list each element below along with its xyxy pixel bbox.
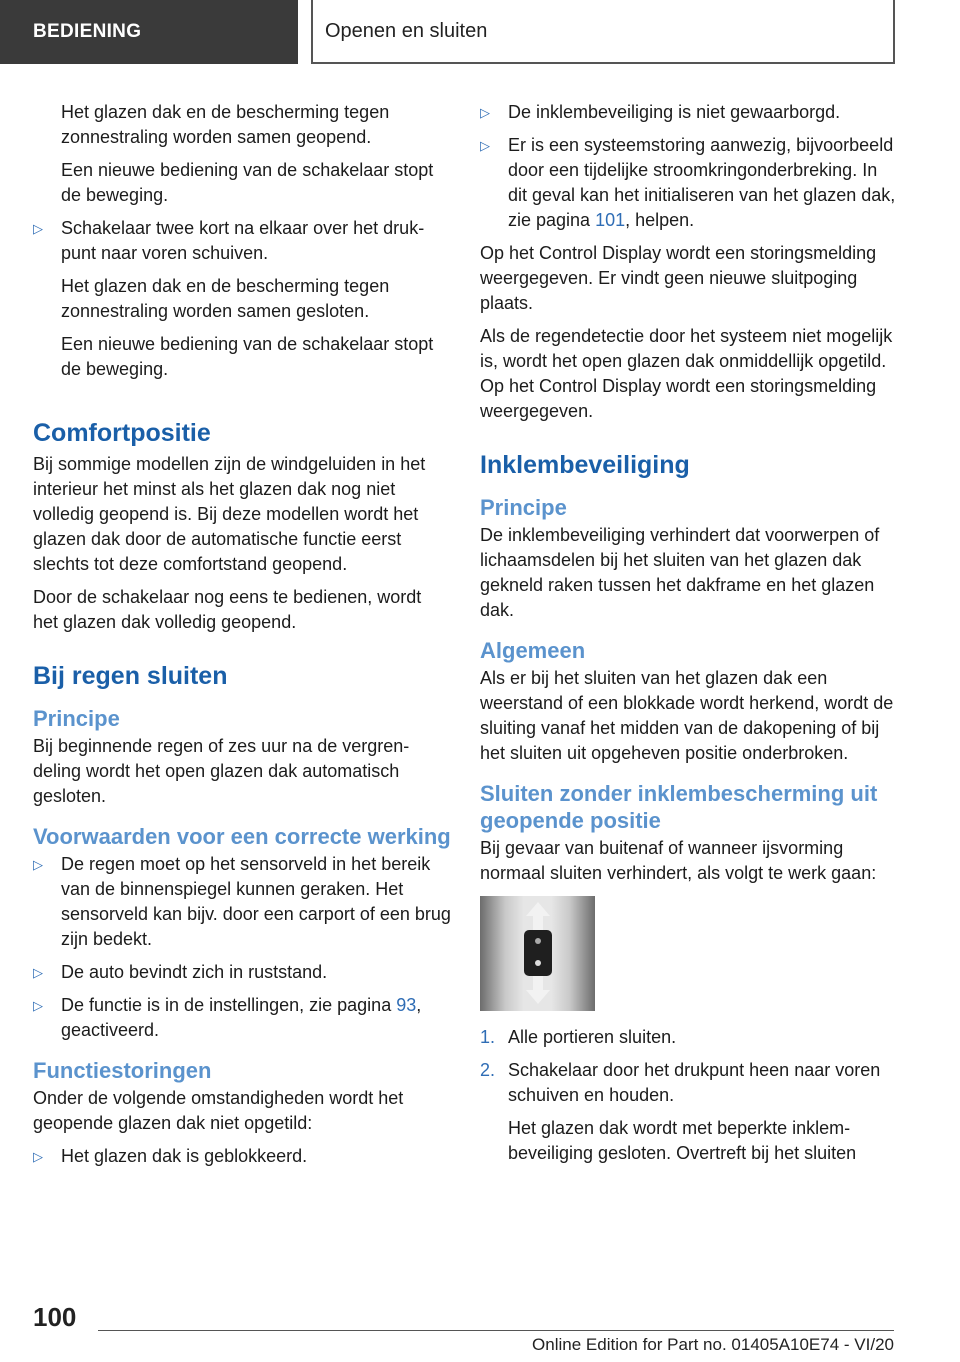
general-paragraph: Als er bij het sluiten van het glazen dak een weerstand of een blokkade wordt herkend, wordt de sluiting vanaf het midden van de dakopening of bij het sluiten uit opgeheven positie onderbroken. xyxy=(480,668,894,763)
close-without-paragraph: Bij gevaar van buitenaf of wanneer ijsvorming normaal sluiten verhindert, als volgt te werk gaan: xyxy=(480,838,877,883)
list-item-text: Schakelaar door het drukpunt heen naar voren schuiven en houden. xyxy=(508,1060,881,1105)
roof-switch-icon xyxy=(524,930,552,976)
close-paragraph-2: Een nieuwe bediening van de schakelaar stopt de beweging. xyxy=(61,334,434,379)
list-item-text: Het glazen dak is geblokkeerd. xyxy=(61,1146,308,1166)
list-item-text: De functie is in de instellingen, zie pagina xyxy=(61,995,397,1015)
subheading-algemeen: Algemeen xyxy=(480,638,586,663)
subheading-functiestoringen: Functiestoringen xyxy=(33,1058,212,1083)
subheading-sluiten-zonder-inklembescherming: Sluiten zonder inklembescherming uit geopende positie xyxy=(480,781,878,833)
chapter-title: Openen en sluiten xyxy=(325,19,488,42)
list-item-text: Er is een systeemstoring aanwezig, bijvoorbeeld door een tijdelijke stroomkringonderbreking. In dit geval kan het initialiseren van het glazen dak, zie pagina xyxy=(508,135,896,230)
faults-paragraph: Onder de volgende omstandigheden wordt het geopende glazen dak niet opgetild: xyxy=(33,1088,404,1133)
list-item xyxy=(33,993,451,1043)
list-item-text: De auto bevindt zich in ruststand. xyxy=(61,962,328,982)
message-paragraph-1: Op het Control Display wordt een storingsmelding weergegeven. Er vindt geen nieuwe sluitpoging plaats. xyxy=(480,243,877,313)
list-item-text: Schakelaar twee kort na elkaar over het drukpunt naar voren schuiven. xyxy=(61,218,425,263)
left-column xyxy=(33,100,451,1177)
heading-bij-regen-sluiten: Bij regen sluiten xyxy=(33,662,228,690)
list-item xyxy=(480,133,898,233)
subheading-principe: Principe xyxy=(480,495,567,520)
right-column xyxy=(480,100,898,1174)
intro-paragraph-1: Het glazen dak en de bescherming tegen zonnestraling worden samen geopend. xyxy=(61,102,390,147)
footer-divider xyxy=(98,1330,894,1331)
list-item-text: Alle portieren sluiten. xyxy=(508,1027,677,1047)
list-item-text-suffix: , helpen. xyxy=(625,210,695,230)
heading-comfortpositie: Comfortpositie xyxy=(33,419,211,447)
list-item-text-suffix: , xyxy=(416,995,422,1015)
switch-illustration xyxy=(480,896,595,1011)
page-link-101[interactable]: 101 xyxy=(595,210,626,230)
subheading-voorwaarden: Voorwaarden voor een correcte werking xyxy=(33,824,451,849)
list-item xyxy=(480,1058,898,1108)
list-item-text: De regen moet op het sensorveld in het bereik van de binnenspiegel kunnen geraken. Het sensorveld kan bijv. door een carport of een brug zijn bedekt. xyxy=(61,854,451,949)
arrow-up-icon xyxy=(526,902,550,916)
page-link-93[interactable]: 93 xyxy=(396,995,417,1015)
list-item xyxy=(33,216,451,266)
section-header xyxy=(0,0,298,64)
triangle-bullet-icon: ▷ xyxy=(480,138,490,153)
section-title: BEDIENING xyxy=(33,21,142,42)
heading-inklembeveiliging: Inklembeveiliging xyxy=(480,451,690,479)
triangle-bullet-icon: ▷ xyxy=(33,857,43,872)
step-number: 2. xyxy=(480,1060,496,1080)
triangle-bullet-icon: ▷ xyxy=(33,221,43,236)
subheading-principe: Principe xyxy=(33,706,120,731)
chapter-header xyxy=(311,0,895,64)
intro-paragraph-2: Een nieuwe bediening van de schakelaar stopt de beweging. xyxy=(61,160,434,205)
step2-paragraph: Het glazen dak wordt met beperkte inklembeveiliging gesloten. Overtreft bij het sluiten xyxy=(508,1118,857,1163)
comfort-paragraph-1: Bij sommige modellen zijn de windgeluiden in het interieur het minst als het glazen dak nog niet volledig geopend is. Bij deze modellen wordt het glazen dak door de automatische functie eerst slechts tot deze comfortstand geopend. xyxy=(33,454,426,574)
list-item xyxy=(480,100,898,125)
step-number: 1. xyxy=(480,1027,496,1047)
rain-paragraph: Bij beginnende regen of zes uur na de vergrendeling wordt het open glazen dak automatisch gesloten. xyxy=(33,736,410,806)
list-item xyxy=(33,1144,451,1169)
arrow-down-icon xyxy=(526,990,550,1004)
close-paragraph-1: Het glazen dak en de bescherming tegen zonnestraling worden samen gesloten. xyxy=(61,276,390,321)
list-item-text: De inklembeveiliging is niet gewaarborgd. xyxy=(508,102,841,122)
triangle-bullet-icon: ▷ xyxy=(33,998,43,1013)
message-paragraph-2: Als de regendetectie door het systeem niet mogelijk is, wordt het open glazen dak onmiddellijk opgetild. Op het Control Display wordt een storingsmelding weergegeven. xyxy=(480,326,893,421)
list-item-text-cont: geactiveerd. xyxy=(61,1020,160,1040)
pinch-paragraph: De inklembeveiliging verhindert dat voorwerpen of lichaamsdelen bij het sluiten van het glazen dak gekneld raken tussen het dakframe en het glazen dak. xyxy=(480,525,880,620)
footer-edition: Online Edition for Part no. 01405A10E74 - VI/20 xyxy=(532,1335,894,1354)
list-item xyxy=(33,852,451,952)
comfort-paragraph-2: Door de schakelaar nog eens te bedienen, wordt het glazen dak volledig geopend. xyxy=(33,587,422,632)
list-item xyxy=(33,960,451,985)
triangle-bullet-icon: ▷ xyxy=(33,965,43,980)
list-item xyxy=(480,1025,898,1050)
triangle-bullet-icon: ▷ xyxy=(480,105,490,120)
triangle-bullet-icon: ▷ xyxy=(33,1149,43,1164)
page-number: 100 xyxy=(33,1302,77,1332)
